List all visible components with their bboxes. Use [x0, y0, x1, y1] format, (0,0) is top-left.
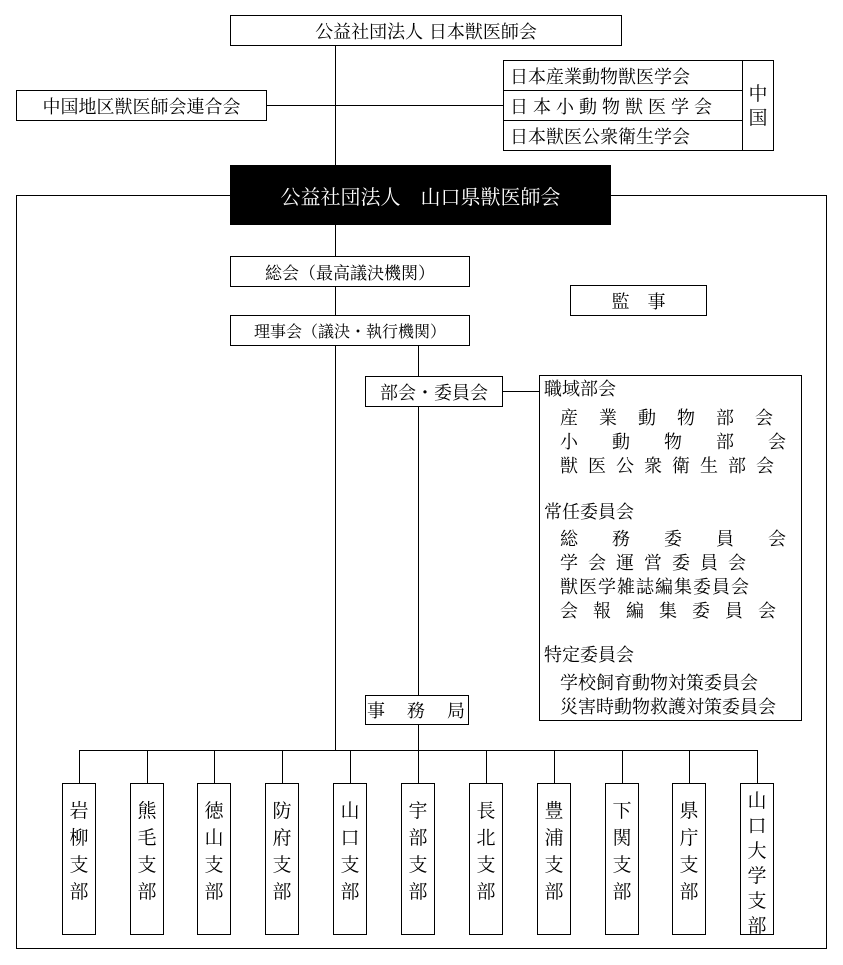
committee-item — [560, 431, 820, 455]
society-box — [503, 120, 743, 151]
branch-box — [401, 783, 435, 935]
branch-label: 豊浦支部 — [544, 800, 564, 903]
branch-box — [333, 783, 367, 935]
chugoku-char: 国 — [748, 106, 768, 129]
committee-item — [560, 552, 797, 576]
auditor-box — [570, 285, 707, 316]
committees-hub-label: 部会・委員会 — [380, 382, 488, 404]
general-assembly-box — [230, 256, 470, 287]
national-association-box — [230, 15, 622, 46]
society-box — [503, 90, 743, 121]
branch-box — [469, 783, 503, 935]
branch-box — [265, 783, 299, 935]
committee-panel — [539, 375, 820, 721]
committees-hub-box — [365, 376, 503, 407]
society-label: 日本小動物獣医学会 — [510, 96, 717, 118]
secretariat-box — [365, 695, 469, 725]
regional-federation-label: 中国地区獣医師会連合会 — [42, 96, 241, 118]
committee-item-label: 災害時動物救護対策委員会 — [560, 697, 776, 718]
main-organization-box — [230, 165, 611, 225]
regional-federation-box — [16, 90, 267, 121]
chugoku-bracket-box — [742, 60, 774, 151]
branch-box — [537, 783, 571, 935]
committee-item — [560, 696, 797, 720]
branch-label: 長北支部 — [476, 800, 496, 903]
committee-item-label: 産業動物部会 — [560, 408, 794, 429]
branch-label: 山口支部 — [340, 800, 360, 903]
branch-label: 下関支部 — [612, 800, 632, 903]
general-assembly-label: 総会（最高議決機関） — [265, 264, 435, 284]
committee-item-label: 会報編集委員会 — [560, 601, 791, 622]
chugoku-char: 中 — [748, 82, 768, 105]
board-label: 理事会（議決・執行機関） — [253, 322, 446, 341]
branch-box — [672, 783, 706, 935]
committee-group-title: 特定委員会 — [544, 645, 634, 666]
branch-box — [605, 783, 639, 935]
committee-item — [560, 672, 797, 696]
committee-item-label: 獣医学雑誌編集委員会 — [560, 577, 750, 598]
committee-group-title: 職域部会 — [544, 379, 616, 400]
national-association-label: 公益社団法人 日本獣医師会 — [315, 21, 537, 43]
branch-box — [197, 783, 231, 935]
branch-box — [130, 783, 164, 935]
committee-item-label: 小動物部会 — [560, 432, 820, 453]
branch-label: 県庁支部 — [679, 800, 699, 903]
committee-item — [560, 455, 797, 479]
committee-item-label: 獣医公衆衛生部会 — [560, 456, 784, 477]
branch-label: 防府支部 — [272, 800, 292, 903]
society-label: 日本獣医公衆衛生学会 — [510, 126, 690, 148]
auditor-label: 監 事 — [611, 291, 666, 313]
board-box — [230, 315, 470, 346]
committee-item — [560, 576, 797, 600]
branch-label: 岩柳支部 — [69, 800, 89, 903]
society-label: 日本産業動物獣医学会 — [510, 66, 690, 88]
secretariat-label: 事 務 局 — [367, 701, 467, 722]
committee-item — [560, 528, 820, 552]
committee-item-label: 学会運営委員会 — [560, 553, 756, 574]
branch-label: 宇部支部 — [408, 800, 428, 903]
branch-label: 山口大学支部 — [747, 790, 767, 937]
committee-item-label: 総務委員会 — [560, 529, 820, 550]
committee-group-title: 常任委員会 — [544, 502, 634, 523]
committee-item — [560, 407, 797, 431]
society-box — [503, 60, 743, 91]
branch-label: 熊毛支部 — [137, 800, 157, 903]
committee-item — [560, 600, 797, 624]
main-organization-label: 公益社団法人 山口県獣医師会 — [280, 184, 561, 209]
committee-item-label: 学校飼育動物対策委員会 — [560, 673, 758, 694]
branch-label: 徳山支部 — [204, 800, 224, 903]
branch-box — [62, 783, 96, 935]
branch-box — [740, 783, 774, 935]
